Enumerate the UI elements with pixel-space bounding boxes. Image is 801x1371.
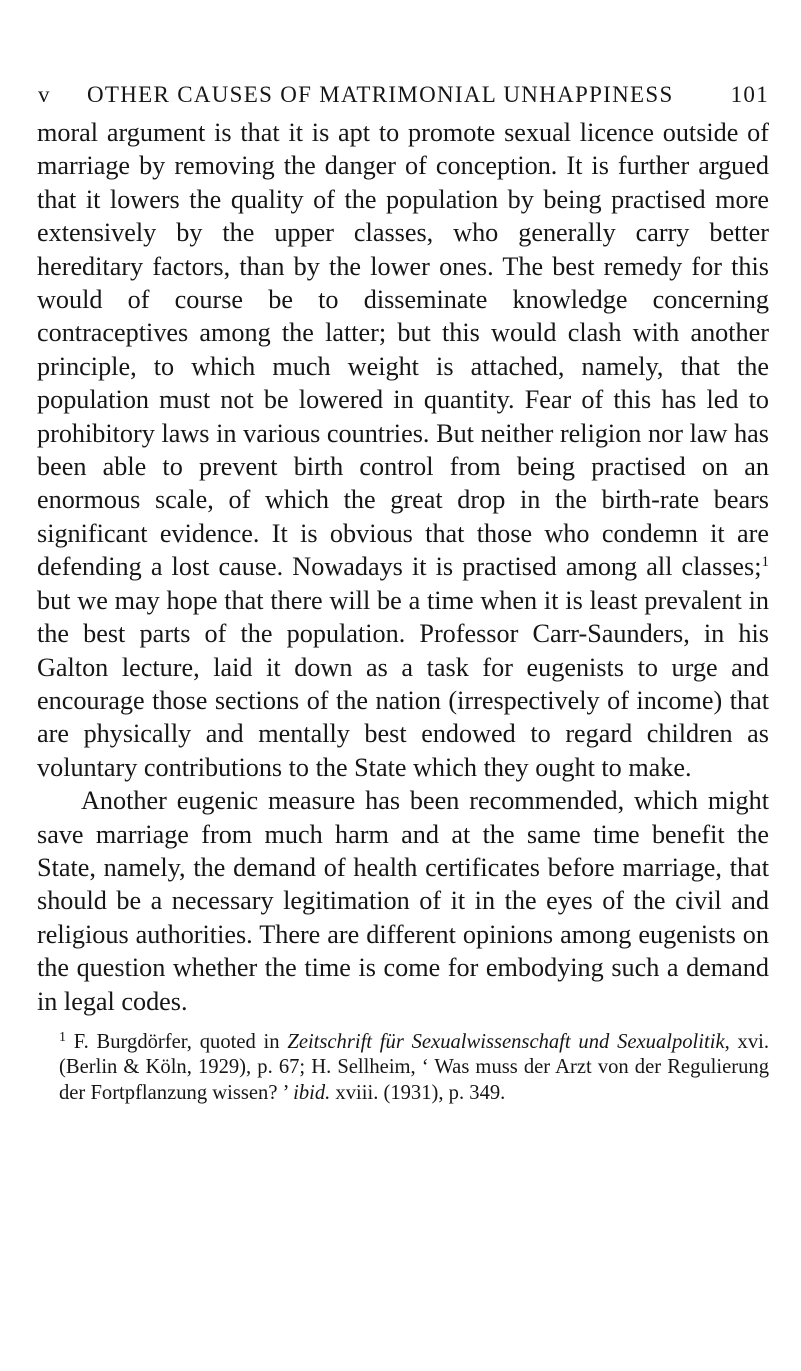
footnote-journal-title: Zeitschrift für Sexualwissenschaft und Sexualpolitik [287, 1030, 725, 1053]
paragraph-1-part-b: but we may hope that there will be a time when it is least prevalent in the best parts of the population. Professor Carr-Saunders, in his Galton lecture, laid it down as a task for eugenists to urge and encourage those sections of the nation (irrespectively of income) that are physically and mentally best endowed to regard children as voluntary contributions to the State which they ought to make. [37, 585, 769, 782]
footnote-text [37, 1030, 769, 1106]
footnote-text-1: F. Burgdörfer, quoted in [66, 1030, 288, 1053]
running-head [38, 82, 769, 116]
paragraph-2: Another eugenic measure has been recommended, which might save marriage from much harm and at the same time benefit the State, namely, the demand of health certificates before marriage, that should be a necessary legitimation of it in the eyes of the civil and religious authorities. There are different opinions among eugenists on the question whether the time is come for embodying such a demand in legal codes. [37, 786, 769, 1016]
book-page [37, 82, 769, 1106]
chapter-number: v [38, 82, 51, 107]
footnote-reference: 1 [761, 554, 769, 571]
paragraph-1-part-a: moral argument is that it is apt to promote sexual licence outside of marriage by removing the danger of conception. It is further argued that it lowers the quality of the population by being practised more extensively by the upper classes, who generally carry better hereditary factors, than by the lower ones. The best remedy for this would of course be to disseminate knowledge concerning contraceptives among the latter; but this would clash with another principle, to which much weight is attached, namely, that the population must not be lowered in quantity. Fear of this has led to prohibitory laws in various countries. But neither religion nor law has been able to prevent birth control from being practised on an enormous scale, of which the great drop in the birth-rate bears significant evidence. It is obvious that those who condemn it are defending a lost cause. Nowadays it is practised among all classes; [37, 118, 769, 582]
running-head-title: OTHER CAUSES OF MATRIMONIAL UNHAPPINESS [87, 82, 674, 107]
footnote [37, 1030, 769, 1106]
footnote-mark: 1 [59, 1029, 66, 1045]
footnote-text-2: , xvi. (Berlin & Köln, 1929), p. 67; H. Sellheim, ‘ Was muss der Arzt von der Regulierung der Fortpflanzung wissen? ’ [59, 1030, 769, 1104]
paragraph-1 [37, 116, 769, 784]
footnote-text-3: xviii. (1931), p. 349. [330, 1081, 506, 1104]
page-number: 101 [730, 82, 769, 107]
footnote-ibid: ibid. [293, 1081, 331, 1104]
body-text [37, 116, 769, 1018]
